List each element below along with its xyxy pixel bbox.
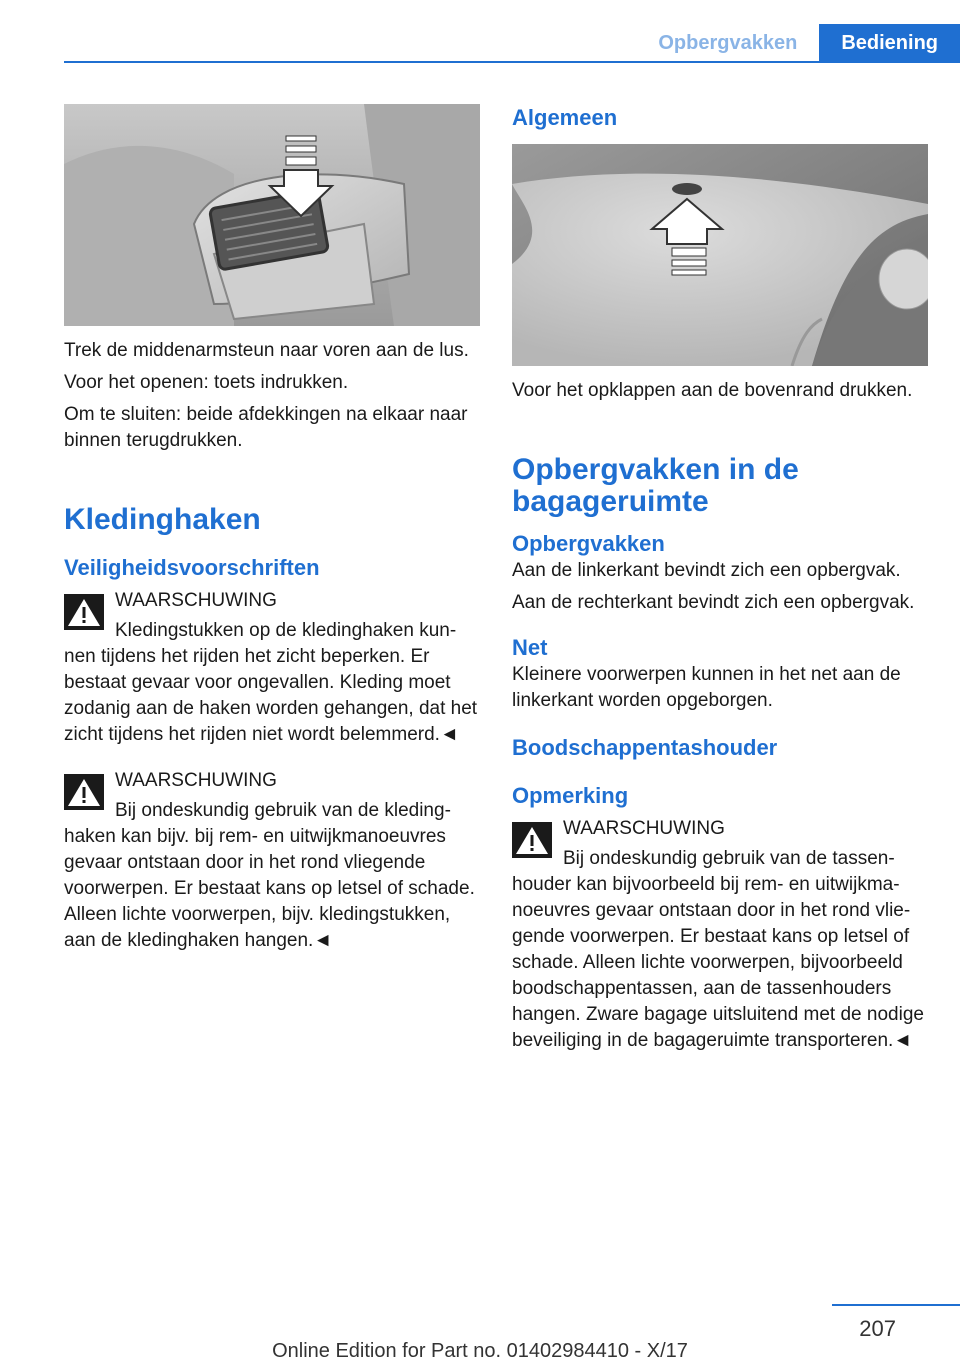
armrest-photo <box>64 104 480 326</box>
warning-box <box>512 816 928 1054</box>
header-tabs <box>636 24 960 62</box>
instruction-pull: Trek de middenarmsteun naar voren aan de lus. <box>64 340 469 361</box>
warning-text: Kledingstukken op de kledinghaken kunnen tijdens het rijden het zicht beperken. Er bestaat gevaar voor ongevallen. Kleding moet zodanig aan de haken worden gehangen, dat het zicht tijdens het rijden niet wordt belemmerd.◄ <box>64 620 478 745</box>
left-column <box>64 104 480 954</box>
tab-chapter[interactable]: Bediening <box>819 24 960 62</box>
warning-triangle-icon <box>64 594 104 630</box>
header-rule <box>64 61 960 63</box>
warning-title: WAARSCHUWING <box>115 770 277 791</box>
storage-right-text: Aan de rechterkant bevindt zich een opbergvak. <box>512 592 915 613</box>
net-text: Kleinere voorwerpen kunnen in het net aan de linkerkant worden opgeborgen. <box>512 664 901 711</box>
instruction-open: Voor het openen: toets indrukken. <box>64 372 349 393</box>
warning-triangle-icon <box>64 774 104 810</box>
warning-text: Bij ondeskundig gebruik van de kledinghaken kan bijv. bij rem- en uitwijkmanoeuvres gevaar ontstaan door in het rond vliegende voorwerpen. Er bestaat kans op letsel of schade. Alleen lichte voorwerpen, bijv. kledingstukken, aan de kledinghaken hangen.◄ <box>64 800 475 951</box>
warning-box <box>64 768 480 954</box>
edition-text: Online Edition for Part no. 01402984410 - X/17 <box>272 1340 688 1362</box>
right-column <box>512 104 928 1054</box>
instruction-close: Om te sluiten: beide afdekkingen na elkaar naar binnen terugdrukken. <box>64 404 468 451</box>
warning-title: WAARSCHUWING <box>563 818 725 839</box>
subheading-net: Net <box>512 635 548 660</box>
subheading-note: Opmerking <box>512 783 629 808</box>
subheading-safety: Veiligheidsvoorschriften <box>64 555 320 580</box>
subheading-storage: Opbergvakken <box>512 531 665 556</box>
warning-triangle-icon <box>512 822 552 858</box>
warning-text: Bij ondeskundig gebruik van de tassenhouder kan bijvoorbeeld bij rem- en uitwijkmanoeuvres gevaar ontstaan door in het rond vliegende voorwerpen. Er bestaat kans op letsel of schade. Alleen lichte voorwerpen, bijvoorbeeld boodschappentassen, aan de tassenhouders hangen. Zware bagage uitsluitend met de nodige beveiliging in de bagageruimte transporteren.◄ <box>512 848 924 1051</box>
subheading-bag-holder: Boodschappentashouder <box>512 735 778 760</box>
footer-rule <box>832 1304 960 1306</box>
heading-kledinghaken: Kledinghaken <box>64 503 261 536</box>
warning-title: WAARSCHUWING <box>115 590 277 611</box>
page-number: 207 <box>859 1316 896 1341</box>
tab-section[interactable]: Opbergvakken <box>636 24 819 62</box>
subheading-general: Algemeen <box>512 105 618 130</box>
warning-box <box>64 588 480 748</box>
storage-left-text: Aan de linkerkant bevindt zich een opbergvak. <box>512 560 901 581</box>
heading-trunk-storage: Opbergvakken in de bagageruimte <box>512 453 799 518</box>
headliner-photo <box>512 144 928 366</box>
instruction-fold: Voor het opklappen aan de bovenrand drukken. <box>512 380 913 401</box>
